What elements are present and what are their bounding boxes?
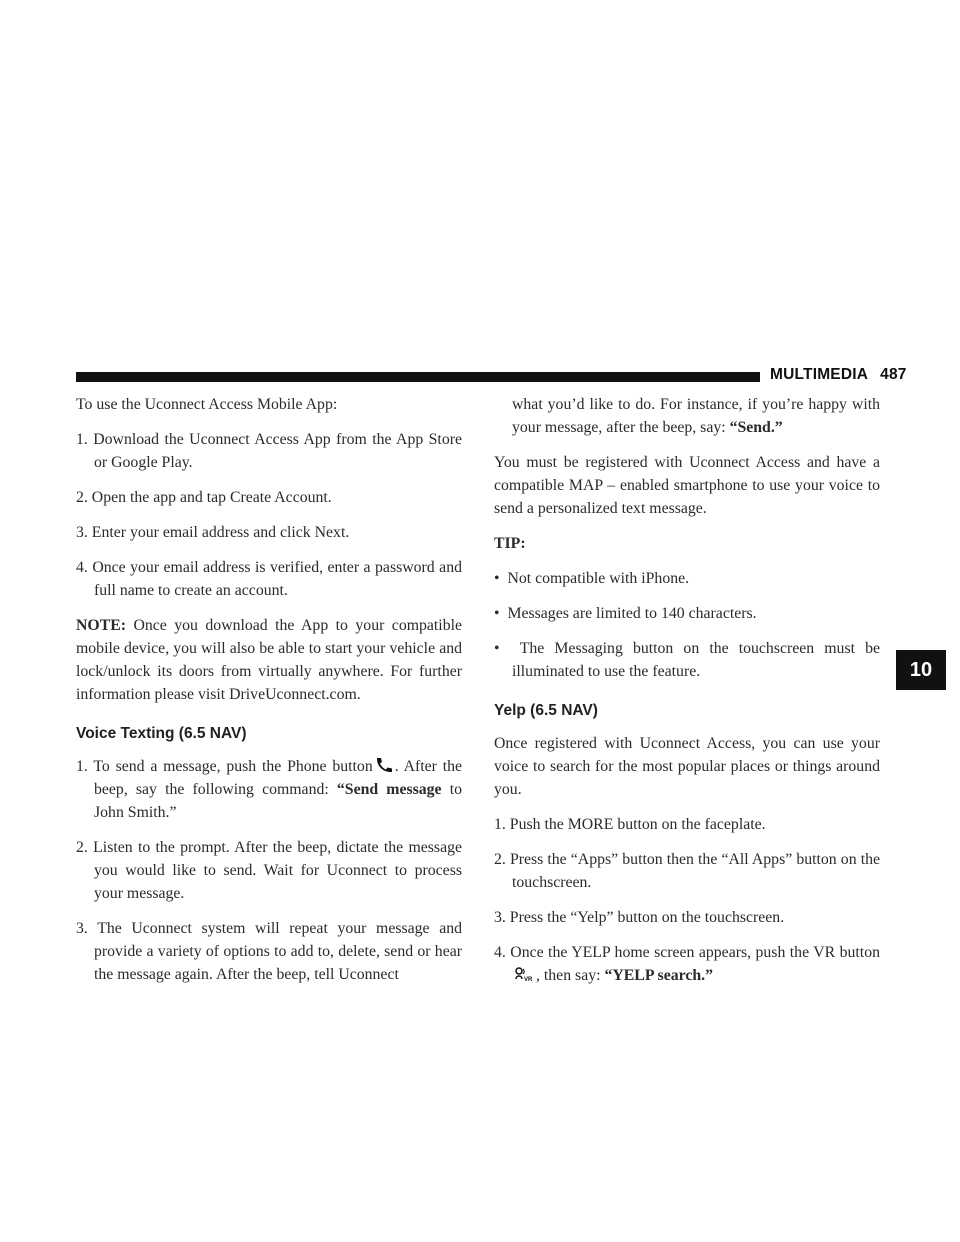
app-step: 1. Download the Uconnect Access App from the App Store or Google Play. bbox=[76, 431, 462, 471]
voice-step: 2. Listen to the prompt. After the beep, dictate the message you would like to send. Wait for Uconnect to process your message. bbox=[76, 839, 462, 902]
voice-command: “Send message bbox=[336, 781, 442, 798]
section-title: MULTIMEDIA bbox=[770, 366, 869, 383]
yelp-step: 1. Push the MORE button on the faceplate. bbox=[494, 816, 766, 833]
voice-step-text: what you’d like to do. For instance, if you’re happy with your message, after the beep, say: bbox=[512, 396, 880, 436]
tip-item: • The Messaging button on the touchscreen must be illuminated to use the feature. bbox=[494, 640, 881, 680]
yelp-step: 2. Press the “Apps” button then the “All Apps” button on the touchscreen. bbox=[494, 851, 880, 891]
voice-command: “Send.” bbox=[729, 419, 783, 436]
note-label: NOTE: bbox=[76, 617, 127, 634]
header-rule bbox=[76, 372, 760, 382]
voice-step-text: . After the beep, say the following command: bbox=[94, 758, 462, 798]
voice-recognition-icon bbox=[514, 966, 534, 982]
phone-icon bbox=[375, 757, 393, 773]
page-header bbox=[770, 366, 907, 384]
register-paragraph: You must be registered with Uconnect Access and have a compatible MAP – enabled smartphone to use your voice to send a personalized text message. bbox=[494, 454, 880, 517]
note-paragraph bbox=[76, 614, 462, 706]
app-step: 2. Open the app and tap Create Account. bbox=[76, 489, 332, 506]
voice-step-text: 1. To send a message, push the Phone button bbox=[76, 758, 373, 775]
yelp-step: 3. Press the “Yelp” button on the touchscreen. bbox=[494, 909, 785, 926]
left-column bbox=[76, 393, 462, 998]
right-column bbox=[494, 393, 880, 999]
tip-label-paragraph bbox=[494, 532, 880, 555]
tip-text: Messages are limited to 140 characters. bbox=[507, 605, 757, 622]
tip-text: The Messaging button on the touchscreen must be illuminated to use the feature. bbox=[512, 640, 881, 680]
yelp-intro: Once registered with Uconnect Access, you can use your voice to search for the most popular places or things around you. bbox=[494, 735, 880, 798]
app-step: 4. Once your email address is verified, enter a password and full name to create an account. bbox=[76, 559, 462, 599]
page-number: 487 bbox=[880, 366, 907, 383]
yelp-step-text: , then say: bbox=[536, 967, 605, 984]
voice-step: 3. The Uconnect system will repeat your message and provide a variety of options to add to, delete, send or hear the message again. After the beep, tell Uconnect bbox=[76, 920, 462, 983]
chapter-tab: 10 bbox=[896, 650, 946, 690]
voice-step-text: to John Smith.” bbox=[94, 781, 462, 821]
yelp-step bbox=[494, 941, 880, 987]
tip-label: TIP: bbox=[494, 535, 526, 552]
app-step: 3. Enter your email address and click Next. bbox=[76, 524, 350, 541]
tip-item: • Not compatible with iPhone. bbox=[494, 570, 690, 587]
voice-step-continued bbox=[494, 393, 880, 439]
tip-text: Not compatible with iPhone. bbox=[507, 570, 690, 587]
voice-step bbox=[76, 755, 462, 824]
voice-command: “YELP search.” bbox=[604, 967, 713, 984]
svg-text:VR: VR bbox=[524, 977, 533, 982]
note-text: Once you download the App to your compatible mobile device, you will also be able to start your vehicle and lock/unlock its doors from virtually anywhere. For further information please visit DriveUconnect.com. bbox=[76, 617, 462, 703]
yelp-step-text: 4. Once the YELP home screen appears, push the VR button bbox=[494, 944, 880, 961]
voice-texting-heading: Voice Texting (6.5 NAV) bbox=[76, 725, 247, 742]
tip-item: • Messages are limited to 140 characters. bbox=[494, 605, 757, 622]
intro-text: To use the Uconnect Access Mobile App: bbox=[76, 396, 338, 413]
yelp-heading: Yelp (6.5 NAV) bbox=[494, 702, 598, 719]
